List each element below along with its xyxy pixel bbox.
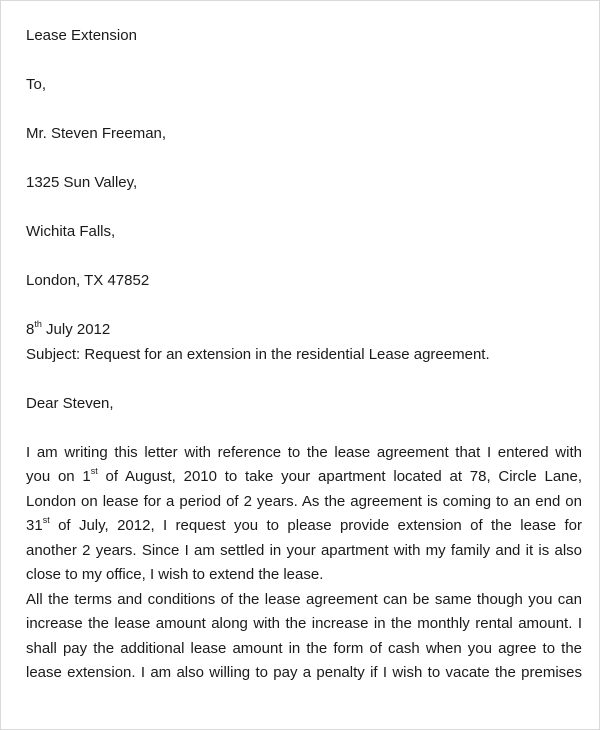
paragraph-line: London on lease for a period of 2 years. As the agreement is coming to an end on <box>26 492 582 510</box>
text-run: 31 <box>26 517 43 534</box>
text-run: of July, 2012, I request you to please provide extension of the lease for <box>49 517 582 534</box>
spacer <box>26 245 582 270</box>
date-rest: July 2012 <box>41 321 111 338</box>
recipient-street: 1325 Sun Valley, <box>26 174 138 191</box>
spacer <box>26 416 582 441</box>
paragraph-line: close to my office, I wish to extend the lease. <box>26 566 324 583</box>
spacer <box>26 147 582 172</box>
ordinal-suffix: st <box>90 466 98 476</box>
body-paragraph-2 <box>26 588 582 686</box>
date-day-suffix: th <box>34 319 42 329</box>
paragraph-line: All the terms and conditions of the lease agreement can be same though you can <box>26 590 582 608</box>
spacer <box>26 49 582 74</box>
recipient-state-line: London, TX 47852 <box>26 272 150 289</box>
letter-greeting: Dear Steven, <box>26 394 114 412</box>
ordinal-suffix: st <box>42 515 50 525</box>
letter-body <box>26 24 582 686</box>
spacer <box>26 98 582 123</box>
salutation-to: To, <box>26 76 47 93</box>
paragraph-line: shall pay the additional lease amount in the form of cash when you agree to the <box>26 639 582 657</box>
spacer <box>26 294 582 319</box>
paragraph-line: I am writing this letter with reference to the lease agreement that I entered with <box>26 443 582 461</box>
letter-date <box>26 318 582 343</box>
paragraph-line: another 2 years. Since I am settled in your apartment with my family and it is also <box>26 541 582 559</box>
date-day: 8 <box>26 321 35 338</box>
text-run: you on 1 <box>26 468 91 485</box>
text-run: of August, 2010 to take your apartment located at 78, Circle Lane, <box>97 468 583 485</box>
letter-heading: Lease Extension <box>26 27 137 44</box>
recipient-name: Mr. Steven Freeman, <box>26 125 167 142</box>
paragraph-line <box>26 465 582 490</box>
recipient-city: Wichita Falls, <box>26 223 116 240</box>
spacer <box>26 367 582 392</box>
body-paragraph-1 <box>26 441 582 588</box>
spacer <box>26 196 582 221</box>
paragraph-line <box>26 514 582 539</box>
paragraph-line: increase the lease amount along with the increase in the monthly rental amount. I <box>26 615 582 632</box>
letter-subject: Subject: Request for an extension in the residential Lease agreement. <box>26 345 490 363</box>
paragraph-line: lease extension. I am also willing to pay a penalty if I wish to vacate the premises <box>26 664 582 681</box>
